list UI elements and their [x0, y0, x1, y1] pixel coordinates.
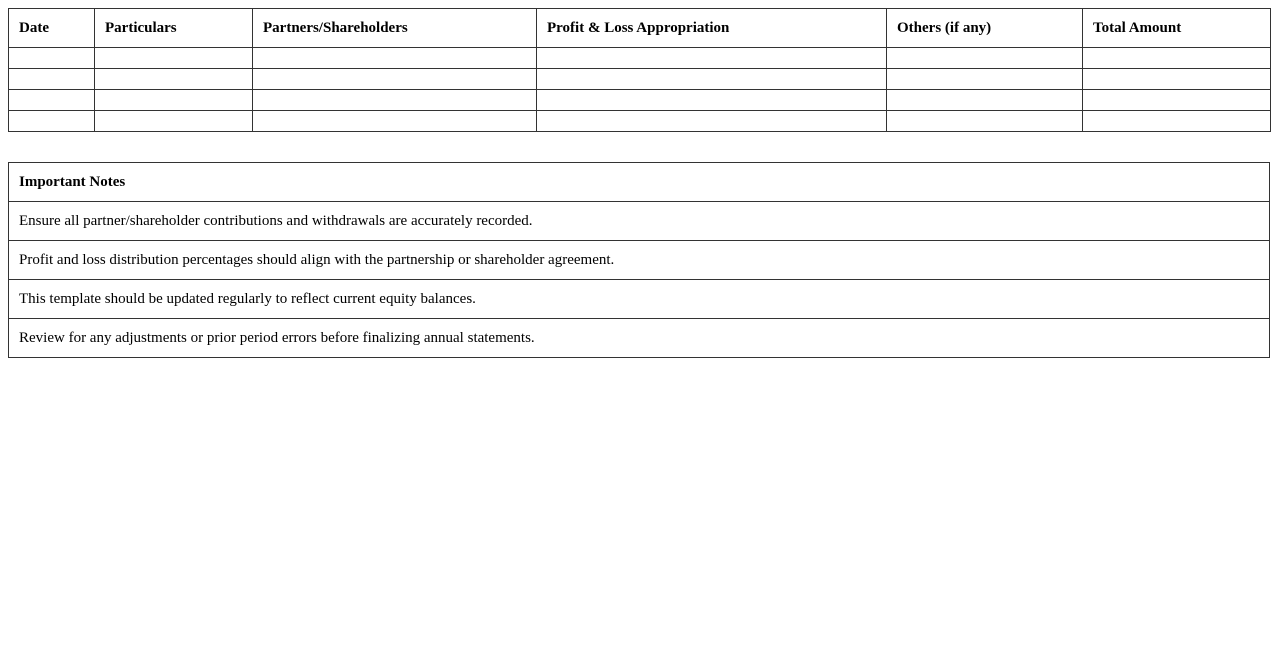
table-cell[interactable]	[887, 48, 1083, 69]
table-cell[interactable]	[537, 90, 887, 111]
column-header-others: Others (if any)	[887, 9, 1083, 48]
table-row	[9, 90, 1271, 111]
table-cell[interactable]	[537, 111, 887, 132]
notes-row	[9, 202, 1270, 241]
table-cell[interactable]	[1083, 69, 1271, 90]
notes-row	[9, 241, 1270, 280]
table-cell[interactable]	[9, 69, 95, 90]
table-row	[9, 48, 1271, 69]
table-cell[interactable]	[253, 69, 537, 90]
table-row	[9, 111, 1271, 132]
table-cell[interactable]	[253, 48, 537, 69]
table-row	[9, 69, 1271, 90]
notes-header-row	[9, 163, 1270, 202]
note-item: Profit and loss distribution percentages should align with the partnership or shareholder agreement.	[9, 241, 1270, 280]
table-header-row	[9, 9, 1271, 48]
column-header-partners-shareholders: Partners/Shareholders	[253, 9, 537, 48]
table-cell[interactable]	[537, 69, 887, 90]
table-cell[interactable]	[9, 90, 95, 111]
notes-row	[9, 280, 1270, 319]
table-cell[interactable]	[887, 111, 1083, 132]
column-header-particulars: Particulars	[95, 9, 253, 48]
equity-table	[8, 8, 1271, 132]
table-cell[interactable]	[1083, 90, 1271, 111]
table-cell[interactable]	[95, 69, 253, 90]
table-cell[interactable]	[95, 48, 253, 69]
section-spacer	[8, 132, 1270, 162]
note-item: This template should be updated regularly to reflect current equity balances.	[9, 280, 1270, 319]
table-cell[interactable]	[9, 48, 95, 69]
table-cell[interactable]	[1083, 48, 1271, 69]
note-item: Review for any adjustments or prior period errors before finalizing annual statements.	[9, 319, 1270, 358]
table-cell[interactable]	[95, 111, 253, 132]
table-cell[interactable]	[253, 90, 537, 111]
notes-row	[9, 319, 1270, 358]
table-cell[interactable]	[887, 69, 1083, 90]
column-header-profit-loss-appropriation: Profit & Loss Appropriation	[537, 9, 887, 48]
table-cell[interactable]	[537, 48, 887, 69]
table-cell[interactable]	[95, 90, 253, 111]
table-cell[interactable]	[9, 111, 95, 132]
column-header-date: Date	[9, 9, 95, 48]
notes-table	[8, 162, 1270, 358]
table-cell[interactable]	[253, 111, 537, 132]
column-header-total-amount: Total Amount	[1083, 9, 1271, 48]
notes-title: Important Notes	[9, 163, 1270, 202]
table-cell[interactable]	[1083, 111, 1271, 132]
table-cell[interactable]	[887, 90, 1083, 111]
note-item: Ensure all partner/shareholder contributions and withdrawals are accurately recorded.	[9, 202, 1270, 241]
